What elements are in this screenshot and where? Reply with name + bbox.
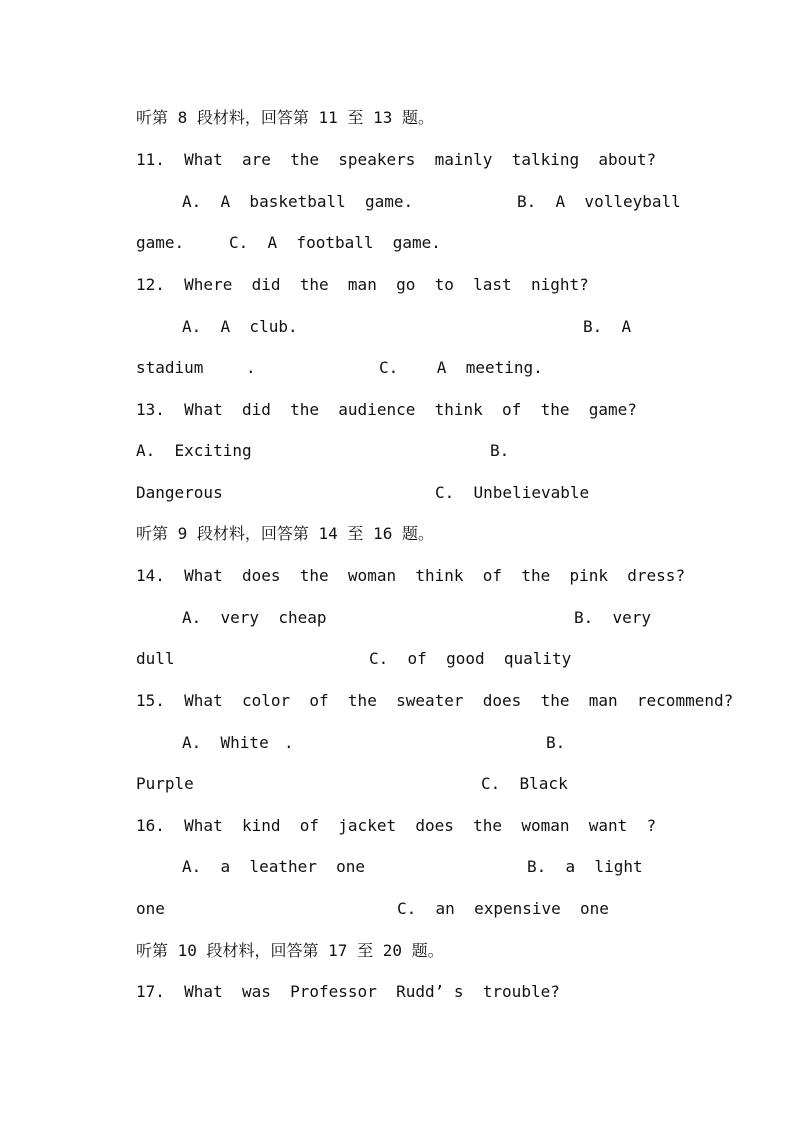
question-16-option-c: C. an expensive one <box>397 899 609 918</box>
question-12-option-b: B. A <box>583 317 632 336</box>
question-12-stem: 12. Where did the man go to last night? <box>136 275 589 294</box>
question-12-option-a: A. A club. <box>182 317 298 336</box>
question-15-dot: . <box>284 733 294 752</box>
question-13-option-c: C. Unbelievable <box>435 483 590 502</box>
question-15-stem: 15. What color of the sweater does the man recommend? <box>136 691 734 710</box>
question-12-dot: . <box>246 358 256 377</box>
question-15-option-b-cont: Purple <box>136 774 194 793</box>
section-header-10: 听第 10 段材料，回答第 17 至 20 题。 <box>136 941 444 960</box>
question-17-stem: 17. What was Professor Rudd’ s trouble? <box>136 982 560 1001</box>
question-11-stem: 11. What are the speakers mainly talking about? <box>136 150 657 169</box>
question-11-option-b: B. A volleyball <box>517 192 681 211</box>
question-12-option-c: C. A meeting. <box>379 358 543 377</box>
question-16-stem: 16. What kind of jacket does the woman want ? <box>136 816 657 835</box>
question-11-option-a: A. A basketball game. <box>182 192 414 211</box>
question-11-option-c: C. A football game. <box>229 233 441 252</box>
question-13-option-a: A. Exciting <box>136 441 252 460</box>
section-header-8: 听第 8 段材料，回答第 11 至 13 题。 <box>136 108 434 127</box>
question-11-option-b-cont: game. <box>136 233 185 252</box>
question-16-option-b-cont: one <box>136 899 165 918</box>
question-16-option-b: B. a light <box>527 857 643 876</box>
question-14-option-a: A. very cheap <box>182 608 327 627</box>
question-12-option-b-cont: stadium <box>136 358 204 377</box>
question-13-option-b-cont: Dangerous <box>136 483 223 502</box>
question-13-stem: 13. What did the audience think of the game? <box>136 400 637 419</box>
question-14-stem: 14. What does the woman think of the pink dress? <box>136 566 686 585</box>
question-14-option-b: B. very <box>574 608 652 627</box>
question-15-option-b: B. <box>546 733 566 752</box>
question-15-option-c: C. Black <box>481 774 568 793</box>
question-13-option-b: B. <box>490 441 510 460</box>
question-15-option-a: A. White <box>182 733 269 752</box>
question-14-option-b-cont: dull <box>136 649 175 668</box>
section-header-9: 听第 9 段材料，回答第 14 至 16 题。 <box>136 524 434 543</box>
question-14-option-c: C. of good quality <box>369 649 572 668</box>
question-16-option-a: A. a leather one <box>182 857 366 876</box>
